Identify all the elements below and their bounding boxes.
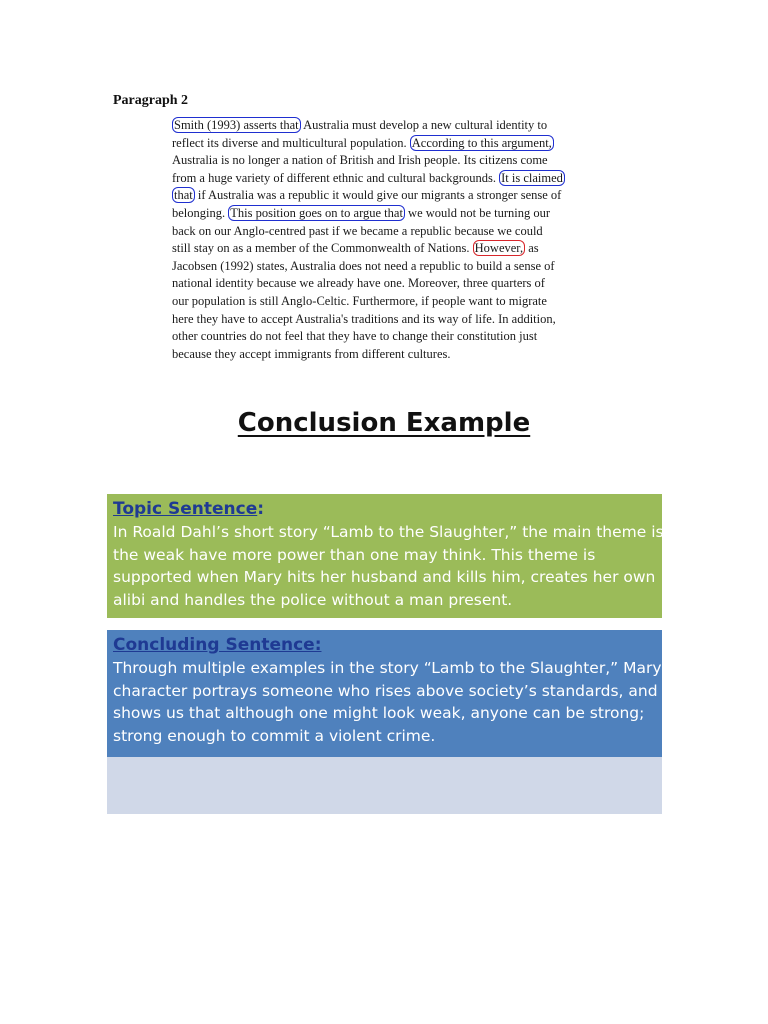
paragraph-line-text: from a huge variety of different ethnic and cultural backgrounds. xyxy=(172,170,500,185)
empty-table-row xyxy=(107,757,662,814)
paragraph-line xyxy=(172,328,602,346)
paragraph-line xyxy=(172,311,602,329)
text-line: supported when Mary hits her husband and kills him, creates her own xyxy=(113,568,656,587)
paragraph-line-text: other countries do not feel that they have to change their constitution just xyxy=(172,329,538,344)
circled-phrase: Smith (1993) asserts that xyxy=(174,118,299,132)
text-line: Through multiple examples in the story “Lamb to the Slaughter,” Mary’s xyxy=(113,658,675,677)
paragraph-line xyxy=(172,293,602,311)
paragraph-line xyxy=(172,275,602,293)
paragraph-line-text: reflect its diverse and multicultural population. xyxy=(172,135,410,150)
paragraph-line-text: still stay on as a member of the Commonwealth of Nations. xyxy=(172,241,473,256)
text-line: alibi and handles the police without a man present. xyxy=(113,591,513,610)
concluding-sentence-label: Concluding Sentence: xyxy=(113,635,322,655)
paragraph-line xyxy=(172,258,602,276)
paragraph-heading: Paragraph 2 xyxy=(113,93,189,108)
circled-phrase: However, xyxy=(474,241,524,256)
paragraph-line-text: if Australia was a republic it would give our migrants a stronger sense of xyxy=(194,188,562,203)
concluding-sentence-text xyxy=(113,657,675,748)
paragraph-line-text: because they accept immigrants from different cultures. xyxy=(172,346,451,361)
paragraph-line-text: national identity because we already have one. Moreover, three quarters of xyxy=(172,276,545,291)
text-line: strong enough to commit a violent crime. xyxy=(113,727,436,746)
paragraph-line xyxy=(172,152,602,170)
topic-sentence-box xyxy=(107,494,662,618)
circled-phrase: It is claimed xyxy=(501,170,563,185)
text-line: In Roald Dahl’s short story “Lamb to the Slaughter,” the main theme is xyxy=(113,522,664,541)
paragraph-line xyxy=(172,135,602,153)
concluding-sentence-box xyxy=(107,630,675,757)
paragraph-line xyxy=(172,187,602,205)
paragraph-line xyxy=(172,346,602,364)
paragraph-line-text: Australia must develop a new cultural identity to xyxy=(300,118,548,132)
topic-sentence-text xyxy=(113,521,664,612)
text-line: character portrays someone who rises above society’s standards, and xyxy=(113,681,658,700)
text-line: shows us that although one might look weak, anyone can be strong; xyxy=(113,704,645,723)
paragraph-line-text: Jacobsen (1992) states, Australia does not need a republic to build a sense of xyxy=(172,258,555,273)
paragraph-line xyxy=(172,117,602,135)
circled-phrase: This position goes on to argue that xyxy=(230,205,403,220)
paragraph-line-text: belonging. xyxy=(172,205,229,220)
topic-sentence-label: Topic Sentence: xyxy=(113,499,265,519)
paragraph-line-text: as xyxy=(525,241,539,256)
paragraph-line-text: our population is still Anglo-Celtic. Furthermore, if people want to migrate xyxy=(172,293,547,308)
circled-phrase: that xyxy=(174,188,193,203)
paragraph-line xyxy=(172,240,602,258)
paragraph-line-text: back on our Anglo-centred past if we became a republic because we could xyxy=(172,223,543,238)
paragraph-line-text: we would not be turning our xyxy=(404,205,551,220)
text-line: the weak have more power than one may think. This theme is xyxy=(113,545,596,564)
paragraph-body xyxy=(172,117,602,363)
paragraph-line xyxy=(172,205,602,223)
paragraph-line xyxy=(172,170,602,188)
paragraph-line xyxy=(172,223,602,241)
paragraph-line-text: Australia is no longer a nation of British and Irish people. Its citizens come xyxy=(172,153,548,168)
circled-phrase: According to this argument, xyxy=(411,135,552,150)
section-title: Conclusion Example xyxy=(237,408,531,438)
paragraph-line-text: here they have to accept Australia's traditions and its way of life. In addition, xyxy=(172,311,556,326)
